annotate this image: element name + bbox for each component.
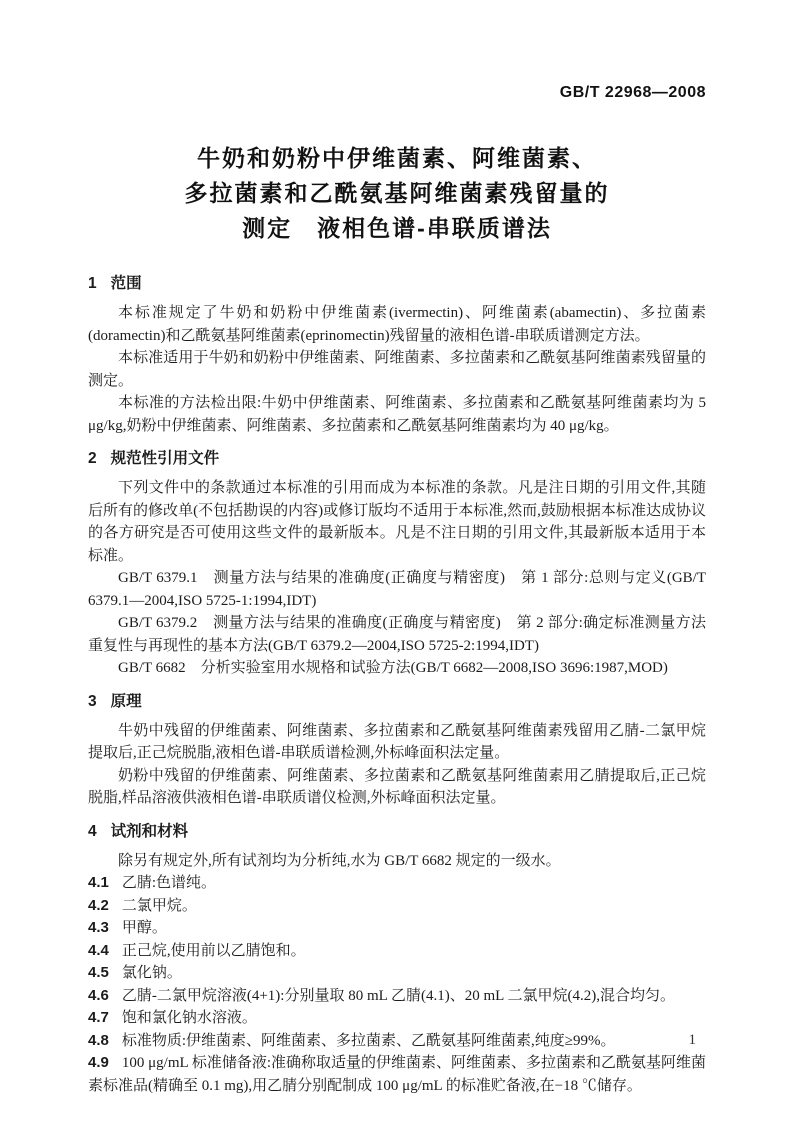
- standard-code: GB/T 22968—2008: [559, 84, 706, 101]
- section-3-number: 3: [88, 692, 97, 710]
- paragraph: 奶粉中残留的伊维菌素、阿维菌素、多拉菌素和乙酰氨基阿维菌素用乙腈提取后,正己烷脱脂,样品溶液供液相色谱-串联质谱仪检测,外标峰面积法定量。: [88, 767, 706, 806]
- section-2-heading: [88, 447, 706, 470]
- page-number: 1: [688, 1032, 696, 1048]
- section-1-heading: [88, 272, 706, 295]
- reference-item: GB/T 6682 分析实验室用水规格和试验方法(GB/T 6682—2008,ISO 3696:1987,MOD): [118, 660, 668, 676]
- section-1-number: 1: [88, 275, 97, 292]
- document-body: [88, 272, 706, 1097]
- clause-number: 4.1: [88, 874, 109, 891]
- section-3-heading: [88, 690, 706, 713]
- clause-item: [88, 917, 706, 940]
- paragraph: 牛奶中残留的伊维菌素、阿维菌素、多拉菌素和乙酰氨基阿维菌素残留用乙腈-二氯甲烷提取后,正己烷脱脂,液相色谱-串联质谱检测,外标峰面积法定量。: [88, 722, 706, 761]
- clause-item: [88, 1007, 706, 1030]
- section-4-title: 试剂和材料: [110, 822, 189, 840]
- clause-item: [88, 1030, 706, 1053]
- title-line-3: 测定 液相色谱-串联质谱法: [242, 215, 552, 241]
- paragraph: 本标准适用于牛奶和奶粉中伊维菌素、阿维菌素、多拉菌素和乙酰氨基阿维菌素残留量的测定。: [88, 350, 706, 389]
- clause-text: 二氯甲烷。: [121, 897, 197, 914]
- clause-item: [88, 985, 706, 1008]
- clause-text: 正己烷,使用前以乙腈饱和。: [121, 942, 306, 959]
- paragraph: 下列文件中的条款通过本标准的引用而成为本标准的条款。凡是注日期的引用文件,其随后所有的修改单(不包括勘误的内容)或修订版均不适用于本标准,然而,鼓励根据本标准达成协议的各方研究是否可使用这些文件的最新版本。凡是不注日期的引用文件,其最新版本适用于本标准。: [88, 480, 706, 564]
- reference-item: GB/T 6379.1 测量方法与结果的准确度(正确度与精密度) 第 1 部分:总则与定义(GB/T 6379.1—2004,ISO 5725-1:1994,IDT): [88, 570, 706, 609]
- clause-number: 4.9: [88, 1054, 109, 1071]
- title-line-1: 牛奶和奶粉中伊维菌素、阿维菌素、: [197, 145, 597, 171]
- clause-number: 4.7: [88, 1009, 109, 1026]
- clause-text: 标准物质:伊维菌素、阿维菌素、多拉菌素、乙酰氨基阿维菌素,纯度≥99%。: [121, 1032, 616, 1049]
- paragraph: 除另有规定外,所有试剂均为分析纯,水为 GB/T 6682 规定的一级水。: [118, 852, 561, 869]
- section-4-number: 4: [88, 822, 97, 840]
- clause-item: [88, 895, 706, 918]
- clause-text: 饱和氯化钠水溶液。: [121, 1010, 257, 1026]
- clause-number: 4.4: [88, 941, 109, 959]
- paragraph: 本标准规定了牛奶和奶粉中伊维菌素(ivermectin)、阿维菌素(abamectin)、多拉菌素(doramectin)和乙酰氨基阿维菌素(eprinomectin)残留量的液相色谱-串联质谱测定方法。: [88, 305, 706, 344]
- section-1-title: 范围: [110, 275, 142, 292]
- clause-number: 4.5: [88, 964, 109, 981]
- clause-text: 甲醇。: [121, 920, 167, 936]
- document-title: [0, 141, 794, 246]
- section-3-title: 原理: [110, 692, 142, 710]
- clause-number: 4.8: [88, 1031, 109, 1049]
- paragraph: 本标准的方法检出限:牛奶中伊维菌素、阿维菌素、多拉菌素和乙酰氨基阿维菌素均为 5 μg/kg,奶粉中伊维菌素、阿维菌素、多拉菌素和乙酰氨基阿维菌素均为 40 μg/kg。: [88, 395, 706, 434]
- clause-text: 乙腈-二氯甲烷溶液(4+1):分别量取 80 mL 乙腈(4.1)、20 mL 二氯甲烷(4.2),混合均匀。: [121, 987, 676, 1004]
- section-4-heading: [88, 820, 706, 843]
- clause-text: 氯化钠。: [121, 965, 182, 981]
- clause-number: 4.3: [88, 919, 109, 936]
- clause-item: [88, 872, 706, 895]
- clause-text: 乙腈:色谱纯。: [121, 875, 217, 891]
- title-line-2: 多拉菌素和乙酰氨基阿维菌素残留量的: [184, 180, 610, 206]
- clause-item: [88, 940, 706, 963]
- clause-text: 100 μg/mL 标准储备液:准确称取适量的伊维菌素、阿维菌素、多拉菌素和乙酰氨基阿维菌素标准品(精确至 0.1 mg),用乙腈分别配制成 100 μg/mL 的标准贮备液,在−18 ℃储存。: [88, 1055, 707, 1094]
- section-2-title: 规范性引用文件: [110, 450, 220, 467]
- reference-item: GB/T 6379.2 测量方法与结果的准确度(正确度与精密度) 第 2 部分:确定标准测量方法重复性与再现性的基本方法(GB/T 6379.2—2004,ISO 5725-2:1994,IDT): [88, 615, 706, 654]
- clause-number: 4.6: [88, 986, 109, 1004]
- clause-number: 4.2: [88, 896, 109, 914]
- section-2-number: 2: [88, 450, 97, 467]
- clause-item: [88, 962, 706, 985]
- clause-item: [88, 1052, 706, 1097]
